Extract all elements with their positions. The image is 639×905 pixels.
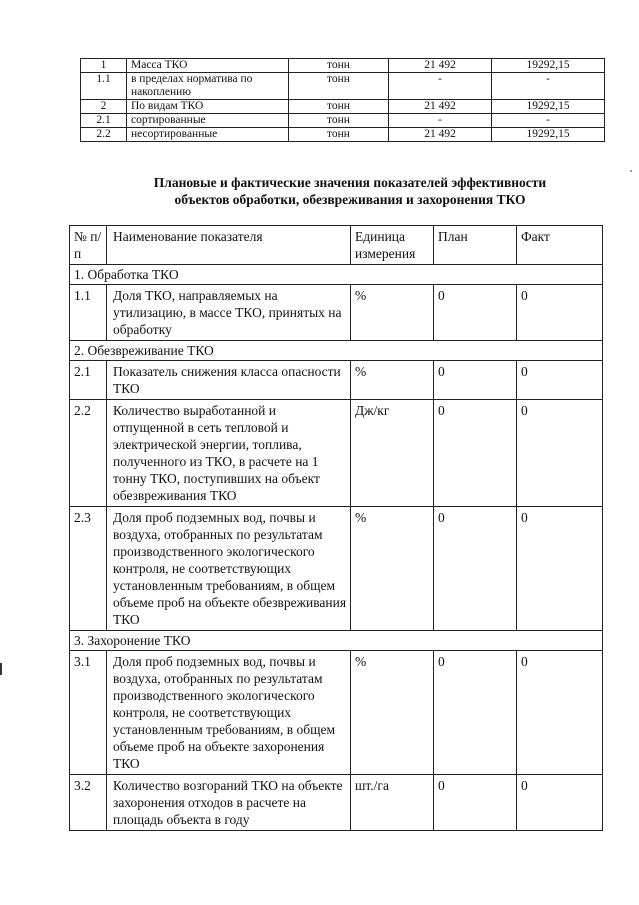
row-name: Доля проб подземных вод, почвы и воздуха, отобранных по результатам производственного экологического контроля, не соответствующих установленным требованиям, в общем объеме проб на объекте захоронения ТКО <box>107 651 351 775</box>
row-name: По видам ТКО <box>127 100 289 114</box>
row-unit: тонн <box>289 114 389 128</box>
table-row <box>70 361 603 400</box>
row-number: 3.2 <box>70 775 107 831</box>
mass-table <box>80 58 605 142</box>
table-row <box>81 128 605 142</box>
table-row <box>81 59 605 73</box>
row-unit: Дж/кг <box>351 400 434 507</box>
row-name: Масса ТКО <box>127 59 289 73</box>
row-plan: 0 <box>434 507 517 631</box>
row-name: Показатель снижения класса опасности ТКО <box>107 361 351 400</box>
section-title-landfill: 3. Захоронение ТКО <box>70 631 603 651</box>
header-fact: Факт <box>517 226 603 265</box>
row-number: 1 <box>81 59 127 73</box>
row-fact: 0 <box>517 651 603 775</box>
row-fact: - <box>492 114 605 128</box>
table-row <box>70 400 603 507</box>
row-plan: 0 <box>434 285 517 341</box>
row-fact: 19292,15 <box>492 128 605 142</box>
section-row <box>70 341 603 361</box>
row-name: сортированные <box>127 114 289 128</box>
row-fact: 0 <box>517 285 603 341</box>
table-row <box>81 100 605 114</box>
row-plan: - <box>389 73 492 100</box>
row-number: 1.1 <box>81 73 127 100</box>
row-name: в пределах норматива по накоплению <box>127 73 289 100</box>
row-fact: 0 <box>517 775 603 831</box>
row-plan: 21 492 <box>389 100 492 114</box>
row-name: Количество выработанной и отпущенной в сеть тепловой и электрической энергии, топлива, полученного из ТКО, в расчете на 1 тонну ТКО, поступивших на объект обезвреживания ТКО <box>107 400 351 507</box>
header-name: Наименование показателя <box>107 226 351 265</box>
row-number: 3.1 <box>70 651 107 775</box>
row-unit: тонн <box>289 59 389 73</box>
scan-artifact <box>630 170 632 172</box>
table-row <box>81 73 605 100</box>
row-name: Количество возгораний ТКО на объекте захоронения отходов в расчете на площадь объекта в году <box>107 775 351 831</box>
header-unit: Единица измерения <box>351 226 434 265</box>
row-number: 2.2 <box>81 128 127 142</box>
row-unit: тонн <box>289 100 389 114</box>
row-number: 2.3 <box>70 507 107 631</box>
section-title-neutralization: 2. Обезвреживание ТКО <box>70 341 603 361</box>
scan-artifact <box>0 663 2 675</box>
row-fact: 19292,15 <box>492 59 605 73</box>
header-plan: План <box>434 226 517 265</box>
section-row <box>70 265 603 285</box>
row-number: 2 <box>81 100 127 114</box>
indicators-table <box>69 225 603 831</box>
row-number: 2.2 <box>70 400 107 507</box>
table-header-row <box>70 226 603 265</box>
row-plan: 0 <box>434 361 517 400</box>
title-line-1: Плановые и фактические значения показателей эффективности <box>153 175 547 190</box>
row-fact: 0 <box>517 400 603 507</box>
row-unit: тонн <box>289 73 389 100</box>
row-unit: % <box>351 507 434 631</box>
row-name: несортированные <box>127 128 289 142</box>
row-fact: - <box>492 73 605 100</box>
row-plan: 0 <box>434 651 517 775</box>
title-line-2: объектов обработки, обезвреживания и захоронения ТКО <box>174 192 526 207</box>
row-number: 2.1 <box>70 361 107 400</box>
row-plan: - <box>389 114 492 128</box>
row-unit: % <box>351 361 434 400</box>
table-row <box>81 114 605 128</box>
row-number: 1.1 <box>70 285 107 341</box>
row-name: Доля проб подземных вод, почвы и воздуха, отобранных по результатам производственного экологического контроля, не соответствующих установленным требованиям, в общем объеме проб на объекте обезвреживания ТКО <box>107 507 351 631</box>
table-row <box>70 507 603 631</box>
row-unit: % <box>351 285 434 341</box>
section-title-processing: 1. Обработка ТКО <box>70 265 603 285</box>
row-name: Доля ТКО, направляемых на утилизацию, в массе ТКО, принятых на обработку <box>107 285 351 341</box>
header-number: № п/п <box>70 226 107 265</box>
row-fact: 0 <box>517 507 603 631</box>
row-fact: 0 <box>517 361 603 400</box>
row-number: 2.1 <box>81 114 127 128</box>
row-unit: шт./га <box>351 775 434 831</box>
section-row <box>70 631 603 651</box>
row-plan: 0 <box>434 775 517 831</box>
row-unit: % <box>351 651 434 775</box>
row-plan: 21 492 <box>389 59 492 73</box>
section-title <box>80 174 620 208</box>
table-row <box>70 775 603 831</box>
row-unit: тонн <box>289 128 389 142</box>
row-fact: 19292,15 <box>492 100 605 114</box>
table-row <box>70 651 603 775</box>
row-plan: 0 <box>434 400 517 507</box>
row-plan: 21 492 <box>389 128 492 142</box>
table-row <box>70 285 603 341</box>
